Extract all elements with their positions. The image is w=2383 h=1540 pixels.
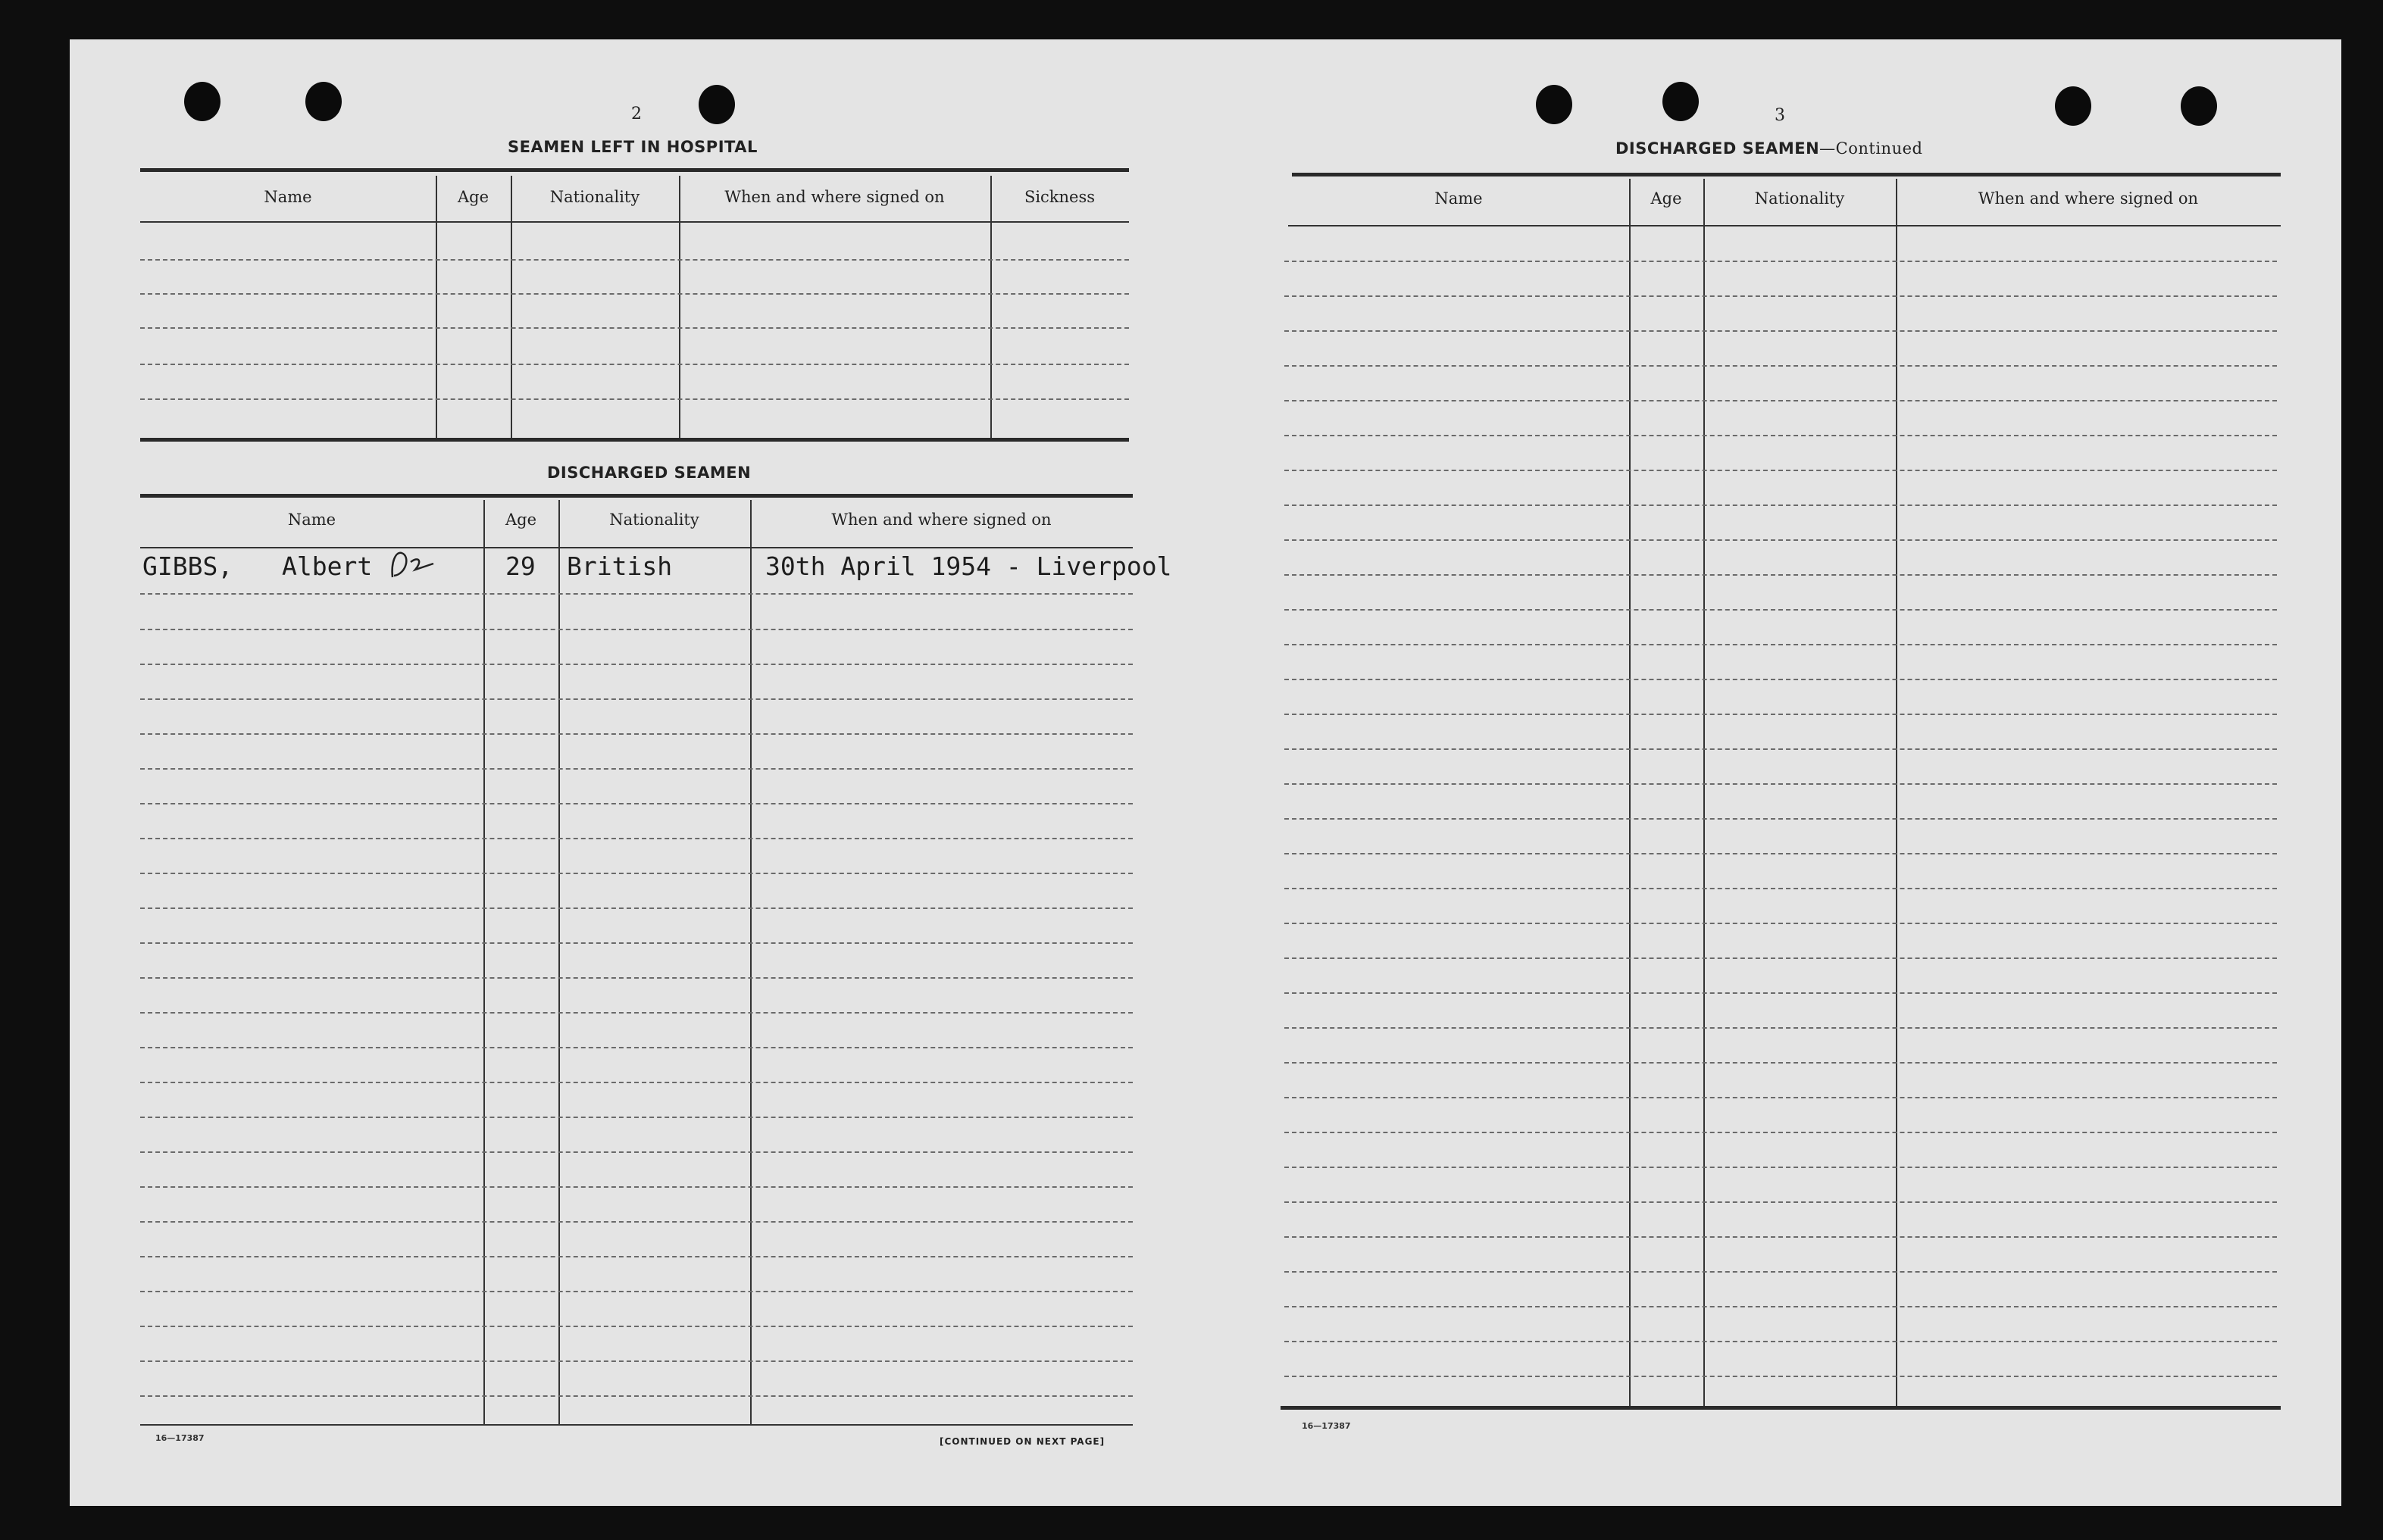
row-rule <box>1284 957 2277 959</box>
row-rule <box>140 327 1129 329</box>
row-rule <box>140 1256 1133 1257</box>
right-table-bottom-rule <box>1281 1406 2281 1410</box>
row-rule <box>140 942 1133 944</box>
hospital-header-nationality: Nationality <box>549 188 640 206</box>
row-rule <box>1284 1271 2277 1273</box>
form-code-left: 16—17387 <box>155 1433 205 1443</box>
row-rule <box>1284 1097 2277 1098</box>
row-rule <box>1284 1376 2277 1377</box>
row-rule <box>140 1326 1133 1327</box>
discharged-table-bottom-rule <box>140 1424 1133 1426</box>
row-rule <box>1284 261 2277 262</box>
row-rule <box>1284 435 2277 436</box>
row-rule <box>1284 609 2277 611</box>
entry-surname: GIBBS, <box>142 551 233 581</box>
row-rule <box>1284 818 2277 820</box>
right-col-divider <box>1629 179 1631 1406</box>
row-rule <box>1284 644 2277 645</box>
form-code-right: 16—17387 <box>1302 1421 1351 1431</box>
row-rule <box>140 664 1133 665</box>
row-rule <box>140 803 1133 804</box>
discharged-table-top-rule <box>140 494 1133 498</box>
row-rule <box>1284 1027 2277 1029</box>
discharged-col-divider <box>750 500 752 1424</box>
row-rule <box>140 593 1133 595</box>
row-rule <box>1284 714 2277 715</box>
row-rule <box>140 1291 1133 1292</box>
discharged-header-rule <box>140 547 1133 548</box>
row-rule <box>140 698 1133 700</box>
row-rule <box>140 259 1129 261</box>
right-col-divider <box>1896 179 1897 1406</box>
hospital-header-signed-on: When and where signed on <box>724 188 945 206</box>
row-rule <box>140 1186 1133 1188</box>
hospital-header-sickness: Sickness <box>1024 188 1096 206</box>
entry-given-name: Albert <box>282 551 373 581</box>
hospital-header-age: Age <box>457 188 489 206</box>
right-title-suffix: —Continued <box>1819 139 1923 158</box>
discharged-header-name: Name <box>287 511 336 529</box>
row-rule <box>140 768 1133 770</box>
hospital-section-title: SEAMEN LEFT IN HOSPITAL <box>508 138 758 156</box>
hospital-header-rule <box>140 221 1129 223</box>
right-header-rule <box>1288 225 2281 226</box>
right-header-signed-on: When and where signed on <box>1978 189 2199 208</box>
discharged-col-divider <box>558 500 560 1424</box>
row-rule <box>140 1082 1133 1083</box>
handwritten-initials-mark <box>388 547 441 580</box>
page-number-left: 2 <box>631 105 642 123</box>
discharged-header-nationality: Nationality <box>609 511 699 529</box>
right-table-top-rule <box>1292 173 2281 176</box>
row-rule <box>1284 539 2277 541</box>
punch-hole <box>2055 86 2091 126</box>
entry-signed-on: 30th April 1954 - Liverpool <box>765 551 1172 581</box>
row-rule <box>1284 1132 2277 1133</box>
row-rule <box>140 1117 1133 1118</box>
row-rule <box>1284 330 2277 332</box>
row-rule <box>1284 574 2277 576</box>
row-rule <box>1284 1201 2277 1203</box>
punch-hole <box>1662 82 1699 121</box>
row-rule <box>140 977 1133 979</box>
row-rule <box>1284 295 2277 297</box>
right-col-divider <box>1703 179 1705 1406</box>
row-rule <box>1284 400 2277 401</box>
row-rule <box>1284 1341 2277 1342</box>
hospital-table-top-rule <box>140 168 1129 172</box>
continued-note: [CONTINUED ON NEXT PAGE] <box>940 1436 1105 1447</box>
row-rule <box>1284 783 2277 785</box>
row-rule <box>140 1012 1133 1014</box>
row-rule <box>140 1221 1133 1223</box>
row-rule <box>140 838 1133 839</box>
row-rule <box>1284 1306 2277 1307</box>
row-rule <box>140 1151 1133 1153</box>
row-rule <box>1284 504 2277 506</box>
row-rule <box>140 1047 1133 1048</box>
entry-nationality: British <box>567 551 673 581</box>
row-rule <box>140 733 1133 735</box>
row-rule <box>1284 679 2277 680</box>
discharged-col-divider <box>483 500 485 1424</box>
hospital-header-name: Name <box>264 188 312 206</box>
row-rule <box>1284 1167 2277 1168</box>
right-section-title <box>1615 139 1922 158</box>
row-rule <box>1284 470 2277 471</box>
punch-hole <box>305 82 342 121</box>
hospital-table-bottom-rule <box>140 438 1129 442</box>
row-rule <box>1284 853 2277 854</box>
row-rule <box>140 1360 1133 1362</box>
right-header-nationality: Nationality <box>1754 189 1845 208</box>
entry-age: 29 <box>505 551 536 581</box>
discharged-section-title: DISCHARGED SEAMEN <box>547 464 752 482</box>
discharged-header-age: Age <box>505 511 537 529</box>
row-rule <box>140 629 1133 630</box>
row-rule <box>1284 365 2277 367</box>
row-rule <box>140 907 1133 909</box>
punch-hole <box>2181 86 2217 126</box>
row-rule <box>1284 923 2277 924</box>
row-rule <box>1284 992 2277 994</box>
row-rule <box>1284 1236 2277 1238</box>
right-header-name: Name <box>1434 189 1483 208</box>
row-rule <box>1284 888 2277 889</box>
row-rule <box>140 293 1129 295</box>
row-rule <box>1284 748 2277 750</box>
row-rule <box>140 398 1129 400</box>
punch-hole <box>699 85 735 124</box>
punch-hole <box>184 82 220 121</box>
page-number-right: 3 <box>1775 106 1785 125</box>
right-title-main: DISCHARGED SEAMEN <box>1615 139 1820 158</box>
discharged-header-signed-on: When and where signed on <box>831 511 1052 529</box>
right-header-age: Age <box>1650 189 1682 208</box>
punch-hole <box>1536 85 1572 124</box>
row-rule <box>140 1395 1133 1397</box>
row-rule <box>1284 1062 2277 1064</box>
row-rule <box>140 873 1133 874</box>
row-rule <box>140 364 1129 365</box>
